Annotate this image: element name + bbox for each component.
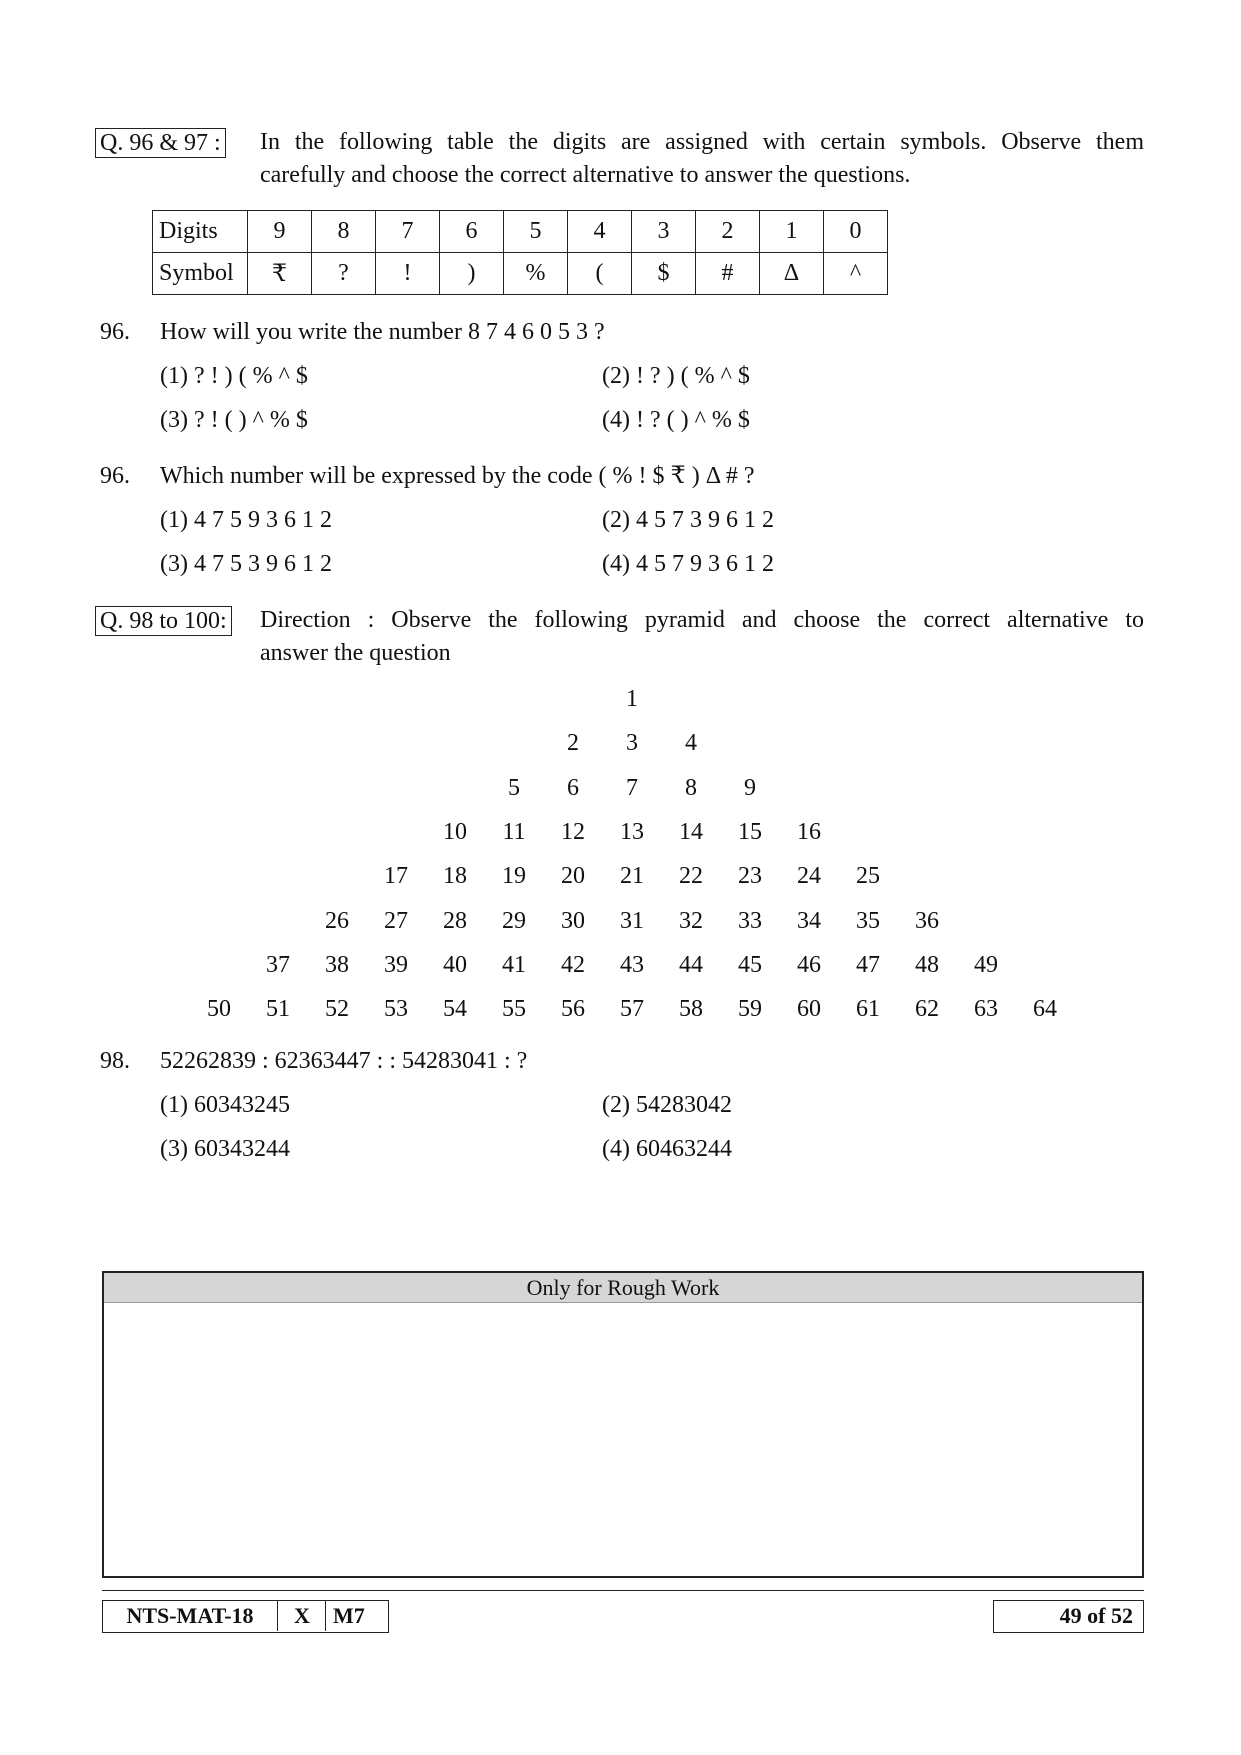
pyramid-number: 53 [384,996,408,1023]
pyramid-number: 24 [797,863,821,890]
digit-cell: 0 [824,211,888,253]
symbol-cell: # [696,253,760,295]
answer-option: (2) 4 5 7 3 9 6 1 2 [602,507,774,533]
answer-option: (1) 4 7 5 9 3 6 1 2 [160,507,332,533]
pyramid-number: 44 [679,951,703,978]
pyramid-number: 27 [384,907,408,934]
pyramid-number: 39 [384,951,408,978]
page-number: 49 of 52 [1059,1603,1133,1628]
answer-option: (4) 4 5 7 9 3 6 1 2 [602,551,774,577]
pyramid-number: 50 [207,996,231,1023]
answer-option: (1) 60343245 [160,1092,290,1118]
pyramid-number: 14 [679,818,703,845]
digit-cell: 6 [440,211,504,253]
direction-line-1: Direction : Observe the following pyramid and choose the correct alternative to [260,607,1144,633]
instruction-line-2: carefully and choose the correct alternative to answer the questions. [260,162,911,188]
pyramid-number: 45 [738,951,762,978]
digit-cell: 3 [632,211,696,253]
pyramid-number: 60 [797,996,821,1023]
pyramid-number: 64 [1033,996,1057,1023]
pyramid-number: 19 [502,863,526,890]
pyramid-number: 52 [325,996,349,1023]
pyramid-number: 46 [797,951,821,978]
question-label-96-97: Q. 96 & 97 : [95,128,226,158]
pyramid-number: 8 [685,774,697,801]
pyramid-number: 42 [561,951,585,978]
pyramid-number: 31 [620,907,644,934]
digit-symbol-table [152,210,888,295]
question-text: How will you write the number 8 7 4 6 0 5 3 ? [160,319,605,345]
direction-line-2: answer the question [260,640,451,666]
pyramid-number: 51 [266,996,290,1023]
pyramid-number: 16 [797,818,821,845]
pyramid-number: 30 [561,907,585,934]
pyramid-number: 54 [443,996,467,1023]
answer-option: (3) 60343244 [160,1136,290,1162]
answer-option: (2) ! ? ) ( % ^ $ [602,363,750,389]
digit-cell: 4 [568,211,632,253]
digit-cell: 2 [696,211,760,253]
digits-row [153,211,888,253]
pyramid-number: 58 [679,996,703,1023]
pyramid-number: 56 [561,996,585,1023]
pyramid-number: 6 [567,774,579,801]
pyramid-number: 48 [915,951,939,978]
instruction-line-1: In the following table the digits are assigned with certain symbols. Observe them [260,129,1144,155]
footer-separator [325,1601,326,1631]
set-code: M7 [333,1603,365,1628]
paper-code: NTS-MAT-18 [126,1603,254,1628]
symbol-cell: ? [312,253,376,295]
answer-option: (3) ? ! ( ) ^ % $ [160,407,308,433]
pyramid-number: 29 [502,907,526,934]
symbol-cell: ) [440,253,504,295]
pyramid-number: 36 [915,907,939,934]
pyramid-number: 49 [974,951,998,978]
pyramid-number: 59 [738,996,762,1023]
question-number: 96. [100,463,130,489]
pyramid-number: 41 [502,951,526,978]
digits-header: Digits [153,211,248,253]
pyramid-number: 5 [508,774,520,801]
question-text: 52262839 : 62363447 : : 54283041 : ? [160,1048,528,1074]
symbol-cell: $ [632,253,696,295]
answer-option: (4) ! ? ( ) ^ % $ [602,407,750,433]
pyramid-number: 2 [567,730,579,757]
pyramid-number: 12 [561,818,585,845]
pyramid-number: 1 [626,686,638,712]
question-label-98-100: Q. 98 to 100: [95,606,232,636]
symbol-cell: ₹ [248,253,312,295]
pyramid-number: 61 [856,996,880,1023]
digit-cell: 8 [312,211,376,253]
pyramid-number: 20 [561,863,585,890]
pyramid-number: 35 [856,907,880,934]
pyramid-number: 32 [679,907,703,934]
pyramid-number: 40 [443,951,467,978]
pyramid-number: 17 [384,863,408,890]
pyramid-number: 62 [915,996,939,1023]
pyramid-number: 23 [738,863,762,890]
pyramid-number: 28 [443,907,467,934]
pyramid-number: 3 [626,730,638,757]
pyramid-number: 37 [266,951,290,978]
rough-work-box [102,1271,1144,1578]
pyramid-number: 38 [325,951,349,978]
footer-divider [102,1590,1144,1591]
pyramid-number: 26 [325,907,349,934]
pyramid-number: 63 [974,996,998,1023]
pyramid-number: 57 [620,996,644,1023]
symbols-row [153,253,888,295]
symbol-cell: ^ [824,253,888,295]
pyramid-number: 21 [620,863,644,890]
digit-cell: 1 [760,211,824,253]
digit-cell: 7 [376,211,440,253]
pyramid-number: 7 [626,774,638,801]
footer-separator [277,1601,278,1631]
pyramid-number: 9 [744,774,756,801]
pyramid-number: 13 [620,818,644,845]
rough-work-title: Only for Rough Work [104,1273,1142,1303]
pyramid-number: 18 [443,863,467,890]
symbol-cell: Δ [760,253,824,295]
answer-option: (3) 4 7 5 3 9 6 1 2 [160,551,332,577]
pyramid-number: 33 [738,907,762,934]
pyramid-number: 55 [502,996,526,1023]
question-number: 98. [100,1048,130,1074]
pyramid-number: 4 [685,730,697,757]
question-text: Which number will be expressed by the code ( % ! $ ₹ ) Δ # ? [160,463,755,489]
pyramid-number: 47 [856,951,880,978]
answer-option: (1) ? ! ) ( % ^ $ [160,363,308,389]
paper-code-box [102,1600,389,1633]
symbol-cell: ! [376,253,440,295]
symbol-cell: % [504,253,568,295]
pyramid-number: 34 [797,907,821,934]
pyramid-number: 10 [443,818,467,845]
pyramid-number: 11 [502,818,526,845]
digit-cell: 9 [248,211,312,253]
question-number: 96. [100,319,130,345]
symbol-cell: ( [568,253,632,295]
answer-option: (4) 60463244 [602,1136,732,1162]
symbol-header: Symbol [153,253,248,295]
pyramid-number: 22 [679,863,703,890]
page-number-box [993,1600,1144,1633]
answer-option: (2) 54283042 [602,1092,732,1118]
pyramid-number: 43 [620,951,644,978]
class-code: X [294,1603,310,1628]
digit-cell: 5 [504,211,568,253]
pyramid-number: 15 [738,818,762,845]
pyramid-number: 25 [856,863,880,890]
